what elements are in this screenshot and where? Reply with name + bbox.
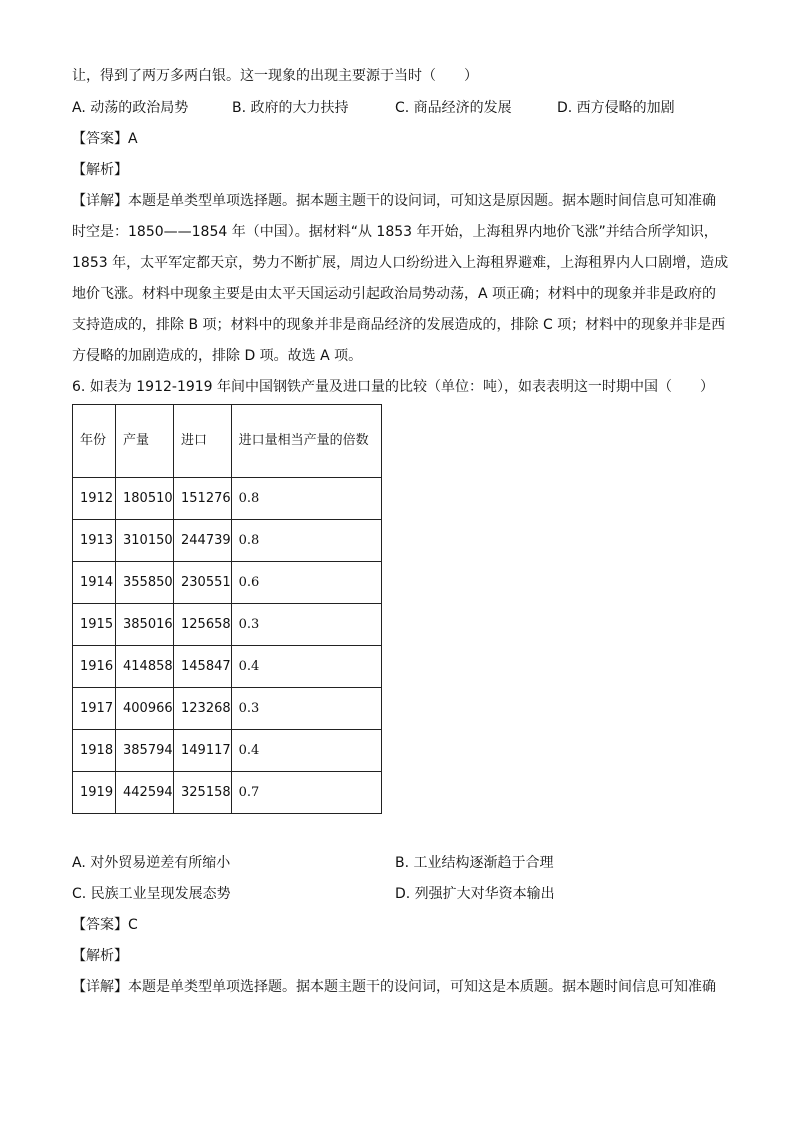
cell-ratio: 0.3 xyxy=(231,604,381,646)
steel-data-table xyxy=(72,404,382,814)
answer-value: A xyxy=(128,131,138,147)
cell-ratio: 0.4 xyxy=(231,646,381,688)
q5-analysis-tag: 【解析】 xyxy=(72,162,128,178)
answer-tag: 【答案】 xyxy=(72,917,128,933)
cell-ratio: 0.8 xyxy=(231,478,381,520)
table-row xyxy=(73,520,382,562)
answer-tag: 【答案】 xyxy=(72,131,128,147)
cell-import: 244739 xyxy=(174,520,232,562)
table-row xyxy=(73,730,382,772)
cell-year: 1914 xyxy=(73,562,116,604)
cell-year: 1916 xyxy=(73,646,116,688)
header-ratio: 进口量相当产量的倍数 xyxy=(231,405,381,478)
cell-year: 1913 xyxy=(73,520,116,562)
cell-output: 355850 xyxy=(116,562,174,604)
q6-option-b: B. 工业结构逐渐趋于合理 xyxy=(395,855,554,871)
cell-year: 1915 xyxy=(73,604,116,646)
cell-output: 414858 xyxy=(116,646,174,688)
cell-output: 310150 xyxy=(116,520,174,562)
cell-output: 400966 xyxy=(116,688,174,730)
cell-ratio: 0.8 xyxy=(231,520,381,562)
table-row xyxy=(73,562,382,604)
q5-detail-line-6: 方侵略的加剧造成的，排除 D 项。故选 A 项。 xyxy=(72,348,363,364)
q5-option-c: C. 商品经济的发展 xyxy=(395,100,512,116)
cell-year: 1918 xyxy=(73,730,116,772)
cell-output: 442594 xyxy=(116,772,174,814)
q5-detail-line-1: 【详解】本题是单类型单项选择题。据本题主题干的设问词，可知这是原因题。据本题时间信息可知准确 xyxy=(72,193,716,209)
cell-output: 385794 xyxy=(116,730,174,772)
q6-option-d: D. 列强扩大对华资本输出 xyxy=(395,886,555,902)
table-row xyxy=(73,646,382,688)
table-row xyxy=(73,772,382,814)
q5-option-d: D. 西方侵略的加剧 xyxy=(557,100,675,116)
question-continuation: 让，得到了两万多两白银。这一现象的出现主要源于当时（ ） xyxy=(72,68,478,84)
q5-option-b: B. 政府的大力扶持 xyxy=(232,100,349,116)
header-output: 产量 xyxy=(116,405,174,478)
q5-detail-line-5: 支持造成的，排除 B 项；材料中的现象并非是商品经济的发展造成的，排除 C 项；材料中的现象并非是西 xyxy=(72,317,726,333)
q6-detail-line-1: 【详解】本题是单类型单项选择题。据本题主题干的设问词，可知这是本质题。据本题时间信息可知准确 xyxy=(72,979,716,995)
table-row xyxy=(73,478,382,520)
q6-option-a: A. 对外贸易逆差有所缩小 xyxy=(72,855,231,871)
cell-ratio: 0.7 xyxy=(231,772,381,814)
cell-import: 149117 xyxy=(174,730,232,772)
q5-detail-line-2: 时空是：1850——1854 年（中国）。据材料“从 1853 年开始，上海租界内地价飞涨”并结合所学知识， xyxy=(72,224,718,240)
header-import: 进口 xyxy=(174,405,232,478)
cell-import: 151276 xyxy=(174,478,232,520)
q5-detail-line-4: 地价飞涨。材料中现象主要是由太平天国运动引起政治局势动荡，A 项正确；材料中的现象并非是政府的 xyxy=(72,286,717,302)
cell-year: 1919 xyxy=(73,772,116,814)
cell-import: 325158 xyxy=(174,772,232,814)
header-year: 年份 xyxy=(73,405,116,478)
answer-value: C xyxy=(128,917,138,933)
cell-output: 180510 xyxy=(116,478,174,520)
cell-import: 145847 xyxy=(174,646,232,688)
cell-ratio: 0.4 xyxy=(231,730,381,772)
q6-option-c: C. 民族工业呈现发展态势 xyxy=(72,886,231,902)
cell-import: 230551 xyxy=(174,562,232,604)
cell-ratio: 0.6 xyxy=(231,562,381,604)
q5-answer-line xyxy=(72,129,138,149)
cell-ratio: 0.3 xyxy=(231,688,381,730)
table-row xyxy=(73,604,382,646)
q6-analysis-tag: 【解析】 xyxy=(72,948,128,964)
table-row xyxy=(73,688,382,730)
cell-import: 125658 xyxy=(174,604,232,646)
cell-year: 1912 xyxy=(73,478,116,520)
q6-stem: 6. 如表为 1912-1919 年间中国钢铁产量及进口量的比较（单位：吨），如表表明这一时期中国（ ） xyxy=(72,379,715,395)
cell-output: 385016 xyxy=(116,604,174,646)
q6-answer-line xyxy=(72,915,138,935)
table-header-row xyxy=(73,405,382,478)
cell-year: 1917 xyxy=(73,688,116,730)
cell-import: 123268 xyxy=(174,688,232,730)
q5-detail-line-3: 1853 年，太平军定都天京，势力不断扩展，周边人口纷纷进入上海租界避难，上海租界内人口剧增，造成 xyxy=(72,255,729,271)
q5-option-a: A. 动荡的政治局势 xyxy=(72,100,189,116)
